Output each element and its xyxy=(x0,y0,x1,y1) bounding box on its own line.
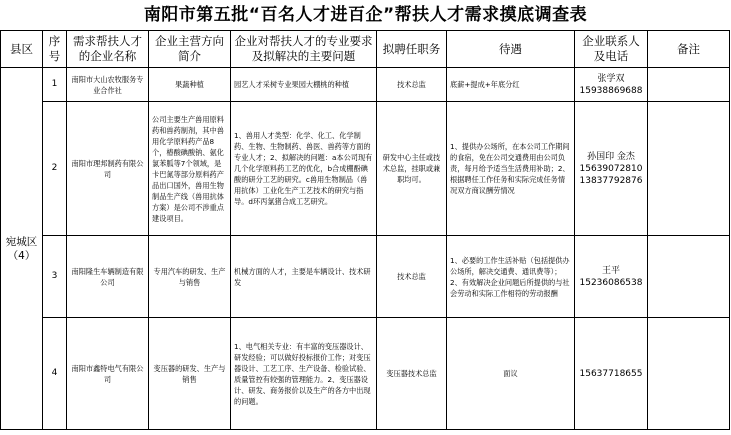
company-name: 南阳市大山农牧服务专业合作社 xyxy=(67,68,149,102)
demand-survey-table xyxy=(0,30,730,430)
header-needs: 企业对帮扶人才的专业要求及拟解决的主要问题 xyxy=(231,31,377,68)
contact-phone: 15236086538 xyxy=(579,277,643,288)
contact-cell xyxy=(575,236,648,318)
page-title: 南阳市第五批“百名人才进百企”帮扶人才需求摸底调查表 xyxy=(143,5,588,25)
header-county: 县区 xyxy=(1,31,43,68)
row-number: 4 xyxy=(43,318,67,430)
business-intro: 公司主要生产兽用原料药和兽药制剂，其中兽用化学原料药产品8个，椿酸碘酸钠、氨化氯苯胍等7个领域，是卡巴氮等部分原料药产品出口国外，兽用生物制品生产线（兽用抗体方案）是公司不涉重点建设项目。 xyxy=(149,102,231,236)
treatment: 1、必要的工作生活补贴（包括提供办公场所，解决交通费、通讯费等）；2、有效解决企业问题后所提供的与社会劳动和实际工作相符的劳动报酬 xyxy=(447,236,575,318)
row-number: 1 xyxy=(43,68,67,102)
remark xyxy=(648,318,730,430)
business-intro: 果蔬种植 xyxy=(149,68,231,102)
county-cell: 宛城区（4） xyxy=(1,68,43,430)
remark xyxy=(648,68,730,102)
company-name: 南阳市理邦制药有限公司 xyxy=(67,102,149,236)
contact-phone: 15637718655 xyxy=(579,368,643,379)
company-name: 南阳隆生车辆制造有限公司 xyxy=(67,236,149,318)
header-post: 拟聘任职务 xyxy=(377,31,447,68)
treatment: 面议 xyxy=(447,318,575,430)
contact-cell xyxy=(575,102,648,236)
proposed-post: 研发中心主任或技术总监，挂职或兼职均可。 xyxy=(377,102,447,236)
treatment: 底薪+提成+年底分红 xyxy=(447,68,575,102)
talent-needs: 1、电气相关专业：有丰富的变压器设计、研发经验；可以做好投标报价工作；对变压器设计、工艺工序、生产设备、检验试验、质量管控有较强的管理能力。2、变压器设计、研发、商务报价以及生产的各方中出现的问题。 xyxy=(231,318,377,430)
row-number: 3 xyxy=(43,236,67,318)
contact-name: 张学双 xyxy=(597,73,625,84)
contact-name: 王平 xyxy=(601,265,620,276)
talent-needs: 1、兽用人才类型：化学、化工、化学制药、生物、生物制药、兽医、兽药等方面的专业人才；2、拟解决的问题：a本公司现有几个化学原料药工艺的优化，b合成棚酚碘酸的研分工艺的研究。c兽用生物制品（兽用抗体）工业化生产工艺技术的研究与指导。d环丙氯猪合成工艺研究。 xyxy=(231,102,377,236)
header-treatment: 待遇 xyxy=(447,31,575,68)
contact-cell xyxy=(575,318,648,430)
proposed-post: 变压器技术总监 xyxy=(377,318,447,430)
row-number: 2 xyxy=(43,102,67,236)
proposed-post: 技术总监 xyxy=(377,236,447,318)
contact-cell xyxy=(575,68,648,102)
table-row xyxy=(1,102,730,236)
table-row xyxy=(1,236,730,318)
table-row xyxy=(1,318,730,430)
contact-phone: 15639072810 13837792876 xyxy=(579,163,643,186)
header-company: 需求帮扶人才的企业名称 xyxy=(67,31,149,68)
header-business: 企业主营方向简介 xyxy=(149,31,231,68)
talent-needs: 园艺人才采树专业果园大棚桃的种植 xyxy=(231,68,377,102)
header-no: 序号 xyxy=(43,31,67,68)
treatment: 1、提供办公场所，在本公司工作期间的食宿，免在公司交通费用由公司负责，每月给予适当生活费用补助；2、根据聘任工作任务和实际完成任务情况双方商议酬劳情况 xyxy=(447,102,575,236)
header-contact: 企业联系人及电话 xyxy=(575,31,648,68)
talent-needs: 机械方面的人才，主要是车辆设计、技术研发 xyxy=(231,236,377,318)
header-row xyxy=(1,31,730,68)
remark xyxy=(648,236,730,318)
proposed-post: 技术总监 xyxy=(377,68,447,102)
contact-name: 孙国印 金杰 xyxy=(587,151,635,162)
header-remark: 备注 xyxy=(648,31,730,68)
business-intro: 变压器的研发、生产与销售 xyxy=(149,318,231,430)
contact-phone: 15938869688 xyxy=(579,85,643,96)
table-row xyxy=(1,68,730,102)
company-name: 南阳市鑫特电气有限公司 xyxy=(67,318,149,430)
business-intro: 专用汽车的研发、生产与销售 xyxy=(149,236,231,318)
remark xyxy=(648,102,730,236)
